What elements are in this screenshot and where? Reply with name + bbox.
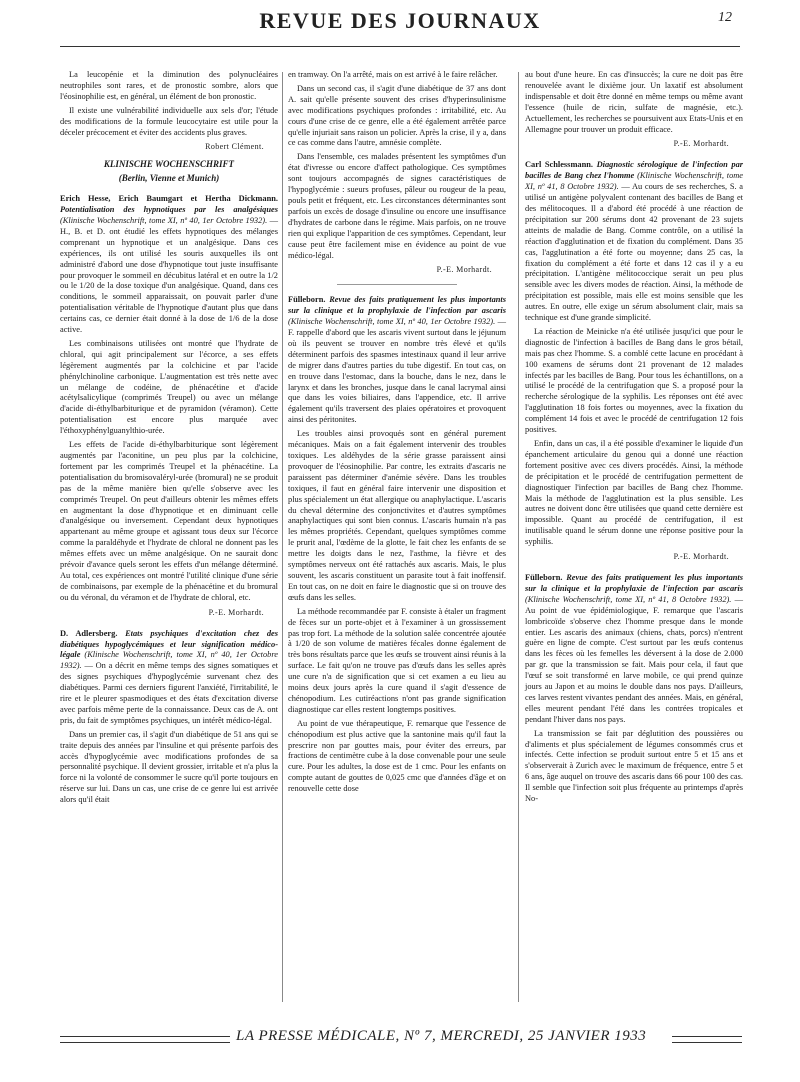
article-3: [288, 295, 506, 426]
section-subtitle: (Berlin, Vienne et Munich): [118, 173, 220, 184]
article-title: Potentialisation des hypnotiques par les analgésiques: [60, 205, 278, 215]
article-authors: D. Adlersberg.: [60, 628, 118, 638]
article-source: (Klinische Wochenschrift, tome XI, nº 40, 1er Octobre 1932).: [288, 317, 496, 327]
article-title: Revue des faits pratiquement les plus importants sur la clinique et la prophylaxie de l'infection par ascaris: [525, 572, 744, 593]
paragraph: La transmission se fait par déglutition des poussières ou d'aliments et plus spécialement de légumes consommés crus et infectés. Cette infection se produit surtout entre 5 et 15 ans et s'observerait à Zurich avec le maximum de fréquence, entre 5 et 6 ans, âge auquel on trouve des ascaris dans 66 pour 100 des cas. Il semble que l'infection soit plus fréquente au printemps d'après No-: [525, 728, 743, 804]
article-source: (Klinische Wochenschrift, tome XI, nº 41, 8 Octobre 1932).: [525, 594, 732, 604]
footer-publication-line: LA PRESSE MÉDICALE, Nº 7, MERCREDI, 25 JANVIER 1933: [236, 1028, 647, 1044]
article-lead: — Au cours de ses recherches, S. a utilisé un antigène polyvalent contenant des bacilles de Bang et des mélitocoques. Il a d'abord été procédé à une réaction de précipitation sur 200 sérums dont 42 provenant de 23 sujets atteints de maladie de Bang. Comme contrôle, on a utilisé la réaction d'agglutination et de fixation du complément. Dans 35 cas, l'agglutination a été forte ou moyenne; dans 25 cas, la fixation du complément a été forte et dans 12 cas il y a eu précipitation. L'antigène mélitococcique serait un peu plus sensible avec les divers modes de réaction. Ainsi, la méthode de précipitation est possible, mais elle est moins sensible que les autres. En outre, elle exige un sérum absolument clair, mais sa technique est d'une grande simplicité.: [525, 182, 744, 323]
signature: Robert Clément.: [205, 142, 264, 152]
paragraph: La méthode recommandée par F. consiste à étaler un fragment de fèces sur un porte-objet et à l'examiner à un grossissement pas trop fort. La méthode de la solution salée concentrée ajoutée à 1/20 de son volume de matières fécales donne également de très bons résultats parce que les œufs se trouvent ainsi réunis à la surface. Le fait qu'on ne trouve pas d'œufs dans les selles après une cure n'a de signification que si cet examen a eu lieu au moins deux jours après la cure quand il s'agit d'essence de chénopodium. Les cutiréactions n'ont pas grande signification diagnostique car elles restent longtemps positives.: [288, 606, 506, 714]
paragraph: en tramway. On l'a arrêté, mais on est arrivé à le faire relâcher.: [288, 70, 498, 79]
article-5: [525, 573, 743, 726]
page-number: 12: [718, 10, 732, 25]
article-authors: Fülleborn.: [288, 295, 326, 305]
article-title: Diagnostic sérologique de l'infection par bacilles de Bang chez l'homme: [525, 160, 744, 181]
paragraph: au bout d'une heure. En cas d'insuccès; la cure ne doit pas être renouvelée avant le dixième jour. Un laxatif est absolument indispensable et doit être donné en même temps ou même avant l'essence (huile de ricin, sulfate de magnésie, etc.). Actuellement, les recherches se poursuivent aux Etats-Unis et en Allemagne pour trouver un produit efficace.: [525, 70, 743, 134]
article-lead: — On a décrit en même temps des signes somatiques et des signes psychiques d'hypoglycémie survenant chez des diabétiques. Parmi ces derniers figurent l'anxiété, l'irritabilité, le rire et le pleurer spasmodiques et des états d'excitation diverse avec parfois même perte de la connaissance. Deux cas de A. ont pris, du fait de symptômes psychiques, un intérêt médico-légal.: [60, 661, 278, 725]
paragraph: Au point de vue thérapeutique, F. remarque que l'essence de chénopodium est plus active que la santonine mais qu'il faut la prescrire non par gouttes mais, pour éviter des erreurs, par fractions de centimètre cube à la dose convenable pour une seule cure. Pour les adultes, la dose est de 1 cmc. Pour les enfants on compte autant de gouttes de 0,025 cmc que d'années d'âge et on renouvelle cette dose: [288, 718, 506, 794]
signature: P.-E. Morhardt.: [436, 265, 492, 275]
signature: P.-E. Morhardt.: [673, 139, 729, 149]
footer-rule: [672, 1036, 742, 1043]
article-authors: Fülleborn.: [525, 572, 563, 582]
paragraph: Les effets de l'acide di-éthylbarbiturique sont légèrement augmentés par l'aconitine, un peu plus par la colchicine, fortement par les comprimés Treupel et la phénacétine. La potentialisation du bromisovaléryl-urée (bromural) ne se produit pas de la même manière bien qu'elle s'observe avec les comprimés Treupel. On peut d'ailleurs obtenir les mêmes effets en augmentant la dose d'hypnotique et en diminuant celle d'analgésique ou inversement. Cependant deux hypnotiques appartenant au même groupe et agissant tous deux sur l'écorce comme la paraldéhyde et l'hydrate de chloral ne donnent pas les mêmes effets avec un même analgésique. On ne saurait donc prévoir d'avance quels seront les effets d'un mélange déterminé. Au total, ces expériences ont montré l'utilité clinique d'une série de combinaisons, par exemple de la phénacétine et du bromural ou du véronal, du véramon et de l'hydrate de chloral, etc.: [60, 440, 278, 602]
paragraph: Les troubles ainsi provoqués sont en général purement mécaniques. Mais on a fait également intervenir des troubles toxiques. Les aldéhydes de la série grasse paraissent ainsi provoquer de l'éosinophilie. Par contre, les extraits d'ascaris ne paraissent pas déterminer d'anémie sévère. Dans les troubles toxiques, il faut en général faire intervenir une disposition et plus spécialement un état allergique ou anaphylactique. L'ascaris du cheval détermine des conjonctivites et d'autres symptômes anaphylactiques qui sont bien connus. L'ascaris humain n'a pas les mêmes propriétés. Cependant, quelques symptômes comme le prurit anal, l'œdème de la glotte, le fait chez les enfants de se mettre les doigts dans le nez, l'asthme, la fièvre et des symptômes nerveux ont été rattachés aux ascaris. Mais, le plus souvent, les ascaris constituent un parasite tout à fait inoffensif. En tout cas, on ne doit en faire le diagnostic que si on trouve des œufs dans les selles.: [288, 429, 506, 602]
paragraph: Dans un second cas, il s'agit d'une diabétique de 37 ans dont A. sait qu'elle présente souvent des crises d'hyperinsulinisme avec modifications psychiques profondes : irritabilité, etc. Au cours d'une crise de ce genre, elle a été également arrêtée parce qu'elle injuriait sans raison un policier. Après la crise, il y a, dans ce cas comme dans l'autre, amnésie complète.: [288, 83, 506, 148]
column-divider: [282, 72, 283, 1002]
footer-rule: [60, 1036, 230, 1043]
article-4: [525, 160, 743, 324]
article-source: (Klinische Wochenschrift, tome XI, nº 41, 8 Octobre 1932).: [525, 171, 744, 192]
article-2: [60, 629, 278, 727]
signature: P.-E. Morhardt.: [673, 552, 729, 562]
article-title: Etats psychiques d'excitation chez des diabétiques hypoglycémiques et leur signification médico-légale: [60, 628, 278, 660]
article-lead: — Au point de vue épidémiologique, F. remarque que l'ascaris lombricoïde s'observe chez l'homme presque dans le monde entier. Les ascaris des animaux (chiens, chats, porcs) n'entrent guère en ligne de compte. C'est surtout par les œufs contenus dans les fèces où les femelles les déversent à la dose de 2.000 par gr. que la transmission se fait. Mais pour cela, il faut que l'œuf se soit transformé en larve mobile, ce qui prend quinze jours au Japon et au moins le double dans nos pays. D'ailleurs, ces larves restent vivantes pendant des années. Mais, en général, elles meurent pendant l'été dans les contrées tropicales et pendant l'hiver dans nos pays.: [525, 594, 744, 724]
paragraph: La réaction de Meinicke n'a été utilisée jusqu'ici que pour le diagnostic de l'infection à bacilles de Bang dans le gros bétail, mais pas chez l'homme. S. a comblé cette lacune en procédant à 100 examens de sérums dont 21 provenant de 12 malades infectés par les bacilles de Bang. Pour tous les échantillons, on a utilisé le procédé de la centrifugation que S. a proposé pour la recherche sérologique de la syphilis. Les réponses ont été avec l'agglutination 18 fois fortes ou moyennes, avec la fixation du complément 14 fois et avec le procédé de centrifugation 12 fois positives.: [525, 326, 743, 435]
paragraph: Enfin, dans un cas, il a été possible d'examiner le liquide d'un épanchement articulaire du genou qui a donné une réaction fortement positive avec ces divers procédés. Ainsi, la méthode de précipitation et le procédé de centrifugation permettent de diagnostiquer l'infection par bacilles de Bang chez l'homme. Mais la méthode de l'agglutination est la plus sensible. Les autres ne doivent donc être utilisées que quand cette dernière est impossible. Quant au procédé de centrifugation, il est inutilisable quand le sérum donne une réponse positive pour la syphilis.: [525, 439, 743, 547]
article-lead: — H., B. et D. ont étudié les effets hypnotiques des mélanges comprenant un hypnotique et un analgésique. Dans ces expériences, ils ont utilisé les souris auxquelles ils ont administré d'abord une dose d'hypnotique tout juste insuffisante pour provoquer le sommeil en décubitus latéral et en outre la 1/2 ou le 1/20 de la dose toxique d'un analgésique. Quand, dans ces conditions, le sommeil apparaissait, on pouvait parler d'une potentialisation véritable de l'hypnotique d'autant plus que dans certains cas, ce dernier était donné à la dose de 1/6 de la dose active.: [60, 215, 278, 335]
journal-title: REVUE DES JOURNAUX: [259, 8, 541, 33]
column-3: [525, 70, 743, 808]
article-title: Revue des faits pratiquement les plus importants sur la clinique et la prophylaxie de l'infection par ascaris: [288, 295, 507, 316]
column-1: [60, 70, 278, 809]
article-lead: — F. rappelle d'abord que les ascaris vivent surtout dans le jéjunum où ils peuvent se trouver en nombre très élevé et qu'ils déterminent parfois des spasmes intestinaux quand il leur arrive de migrer dans d'autres parties du tube digestif. En tout cas, on en trouve dans l'estomac, dans la bouche, dans le nez, dans le larynx et dans les bronches, jusque dans le canal lacrymal ainsi que dans les voies biliaires, dans l'appendice, etc. Il arrive également qu'ils traversent des plaies opératoires et provoquent ainsi des péritonites.: [288, 317, 506, 425]
column-2: [288, 70, 506, 798]
column-divider: [518, 72, 519, 1002]
article-1: [60, 194, 278, 336]
header-rule: [60, 46, 740, 47]
signature: P.-E. Morhardt.: [208, 607, 264, 617]
article-authors: Carl Schlessmann.: [525, 160, 594, 170]
article-source: (Klinische Wochenschrift, tome XI, nº 40, 1er Octobre 1932).: [60, 215, 268, 225]
section-title: KLINISCHE WOCHENSCHRIFT: [103, 159, 235, 170]
article-authors: Erich Hesse, Erich Baumgart et Hertha Dickmann.: [60, 194, 278, 204]
separator-rule: [337, 284, 457, 285]
paragraph: Il existe une vulnérabilité individuelle aux sels d'or; l'étude des modifications de la formule leucocytaire est utile pour la déceler précocement et éviter des accidents plus graves.: [60, 105, 278, 137]
paragraph: La leucopénie et la diminution des polynucléaires neutrophiles sont rares, et de pronostic sombre, alors que l'éosinophilie est, en général, un élément de bon pronostic.: [60, 70, 278, 101]
paragraph: Dans l'ensemble, ces malades présentent les symptômes d'un état d'ivresse ou encore d'affect pathologique. Ces symptômes sont toujours accompagnés de signes caractéristiques de l'hypoglycémie : sueurs profuses, pâleur ou rougeur de la peau, pouls petit et fréquent, etc. Les circonstances déterminantes sont parfois un excès de dosage d'insuline ou encore une insuffisance d'hydrates de carbone dans le régime. Mais parfois, on ne trouve rien qui explique l'apparition de ces symptômes. Cependant, leur cause peut être facilement mise en évidence au point de vue médico-légal.: [288, 152, 506, 260]
paragraph: Dans un premier cas, il s'agit d'un diabétique de 51 ans qui se traite depuis des années par l'insuline et qui présente parfois des accès d'hypoglycémie avec modifications profondes de sa personnalité psychique. Il devient grossier, irritable et n'a plus la force ni la volonté de consommer le sucre qu'il porte toujours en réserve sur lui. Dans un cas, une crise de ce genre lui est arrivée alors qu'il était: [60, 729, 278, 805]
paragraph: Les combinaisons utilisées ont montré que l'hydrate de chloral, qui agit principalement sur l'écorce, a ses effets légèrement augmentés par la colchicine et par l'acide phénylchinoline carbonique. L'augmentation est très nette avec un mélange de codéine, de phénacétine et d'acide acétylsalicylique (comprimés Treupel) ou avec un mélange d'acide di-éthylbarbiturique et de pyramidon (véramon). Cette potentialisation est encore plus marquée avec l'éthoxyphénylguanylthio-urée.: [60, 338, 278, 436]
article-source: (Klinische Wochenschrift, tome XI, nº 40, 1er Octobre 1932).: [60, 650, 279, 671]
